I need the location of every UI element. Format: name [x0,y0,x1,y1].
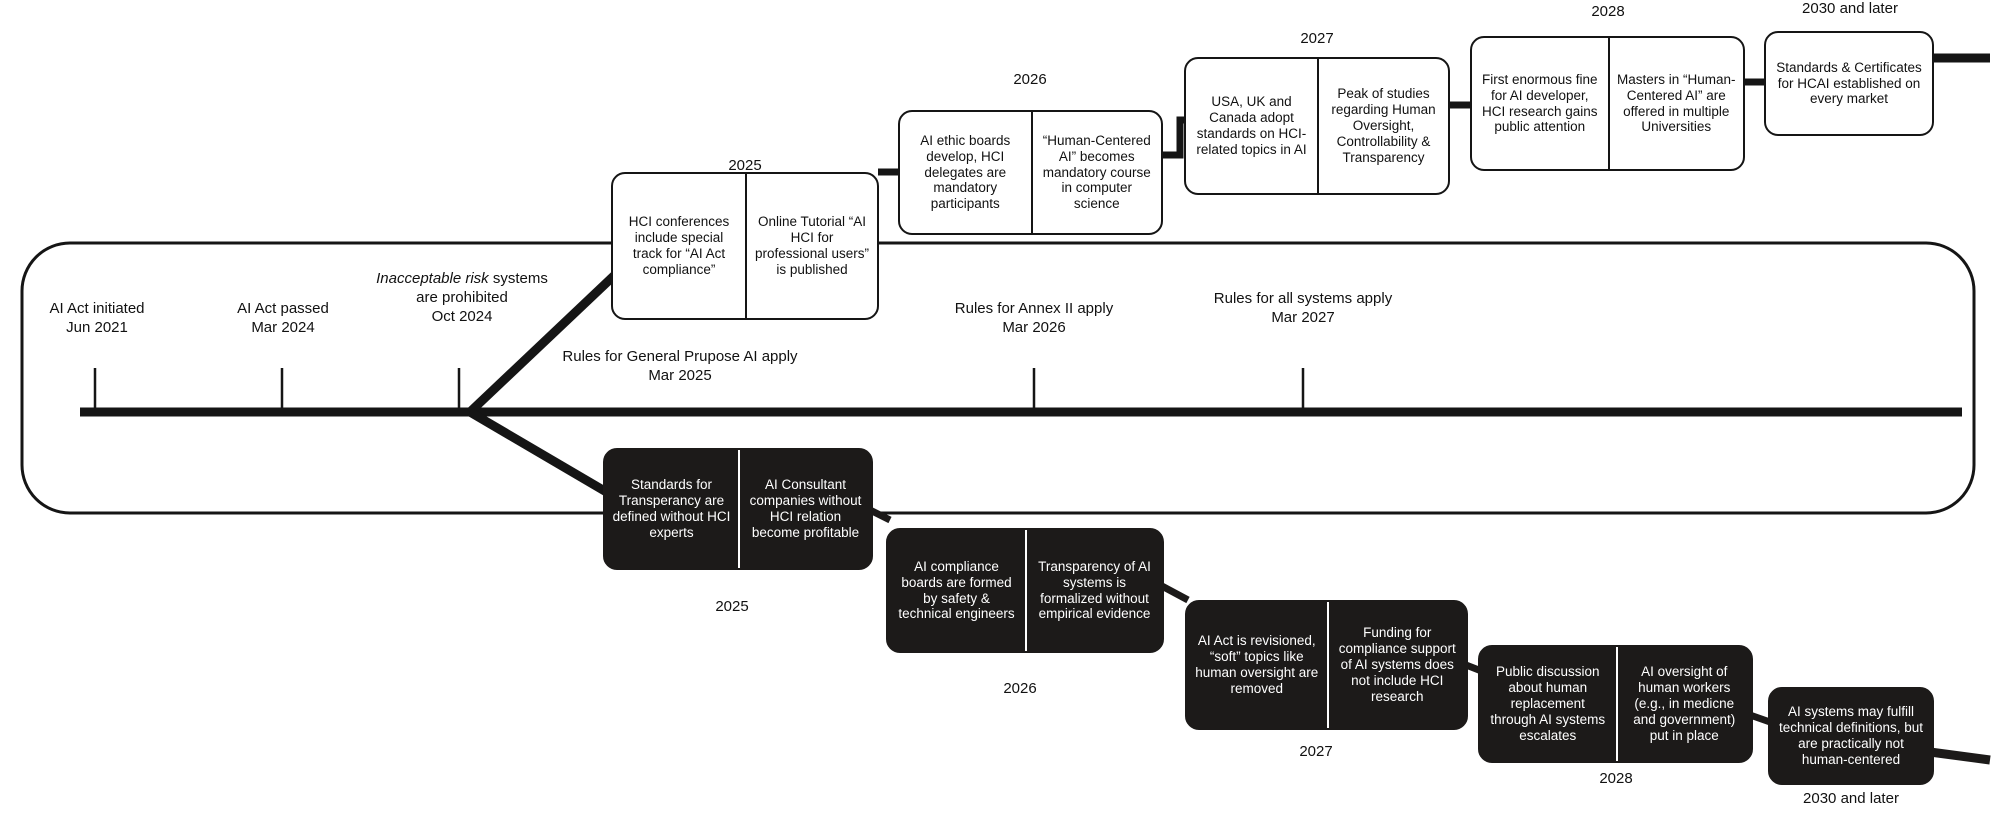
upper-year-2027: 2027 [1300,30,1334,47]
upper-cell-2028-a[interactable]: First enormous fine for AI developer, HCI research gains public attention [1481,71,1598,135]
lower-cell-2026-a[interactable]: AI compliance boards are formed by safety & technical engineers [898,558,1015,622]
milestone-caption-4 [1183,290,1423,328]
lower-year-2028: 2028 [1599,770,1633,787]
milestone-2-line1: Inacceptable risk systems [376,270,548,287]
lower-year-2025: 2025 [715,598,749,615]
milestone-2-line2: are prohibited [416,288,508,306]
upper-card-2027[interactable] [1184,57,1450,195]
lower-cell-2027-b[interactable]: Funding for compliance support of AI systems does not include HCI research [1327,602,1467,728]
upper-year-2026: 2026 [1013,71,1047,88]
upper-year-2025: 2025 [728,157,762,174]
milestone-2-line3: Oct 2024 [431,307,493,325]
milestone-4-line1: Rules for all systems apply [1213,290,1393,307]
milestone-3-line2: Mar 2026 [1002,318,1066,336]
upper-card-2030[interactable] [1764,31,1934,136]
lower-cell-2026-b[interactable]: Transparency of AI systems is formalized without empirical evidence [1025,530,1162,651]
upper-card-2025[interactable] [611,172,879,320]
upper-cell-2026-a[interactable]: AI ethic boards develop, HCI delegates are mandatory participants [920,132,1011,212]
upper-card-2026[interactable] [898,110,1163,235]
general-purpose-caption [500,348,860,386]
upper-year-2028: 2028 [1591,3,1625,20]
milestone-3-line1: Rules for Annex II apply [954,300,1114,317]
lower-cell-2030-a[interactable]: AI systems may fulfill technical definitions, but are practically not human-centered [1778,704,1924,767]
upper-cell-2026-b[interactable]: “Human-Centered AI” becomes mandatory course in computer science [1031,112,1162,233]
upper-card-2028[interactable] [1470,36,1745,171]
lower-card-2027[interactable] [1185,600,1468,730]
milestone-0-line1: AI Act initiated [49,300,145,317]
lower-cell-2027-a[interactable]: AI Act is revisioned, “soft” topics like human oversight are removed [1195,633,1319,696]
lower-card-2030[interactable] [1768,687,1934,785]
lower-card-2028[interactable] [1478,645,1753,763]
lower-card-2025[interactable] [603,448,873,570]
milestone-1-line2: Mar 2024 [251,318,315,336]
upper-cell-2030-a[interactable]: Standards & Certificates for HCAI established on every market [1776,59,1922,107]
lower-cell-2028-b[interactable]: AI oversight of human workers (e.g., in medicne and government) put in place [1616,647,1752,761]
milestone-caption-1 [208,300,358,338]
upper-cell-2025-a[interactable]: HCI conferences include special track for “AI Act compliance” [628,214,730,277]
lower-card-2026[interactable] [886,528,1164,653]
upper-cell-2027-a[interactable]: USA, UK and Canada adopt standards on HCI-related topics in AI [1196,94,1307,157]
general-purpose-line1: Rules for General Prupose AI apply [562,348,798,365]
milestone-caption-0 [22,300,172,338]
milestone-caption-2 [342,270,582,326]
lower-year-2030: 2030 and later [1803,790,1899,807]
lower-cell-2025-b[interactable]: AI Consultant companies without HCI relation become profitable [738,450,871,568]
milestone-0-line2: Jun 2021 [66,318,128,336]
milestone-4-line2: Mar 2027 [1271,308,1335,326]
lower-cell-2025-a[interactable]: Standards for Transperancy are defined without HCI experts [612,477,731,540]
general-purpose-line2: Mar 2025 [648,366,712,384]
milestone-caption-3 [914,300,1154,338]
milestone-2-italic: Inacceptable risk [376,270,489,287]
upper-year-2030: 2030 and later [1802,0,1898,17]
lower-year-2026: 2026 [1003,680,1037,697]
upper-cell-2028-b[interactable]: Masters in “Human-Centered AI” are offered in multiple Universities [1608,38,1744,169]
upper-cell-2025-b[interactable]: Online Tutorial “AI HCI for professional users” is published [745,174,877,318]
milestone-1-line1: AI Act passed [237,300,329,317]
upper-cell-2027-b[interactable]: Peak of studies regarding Human Oversight, Controllability & Transparency [1317,59,1448,193]
lower-year-2027: 2027 [1299,743,1333,760]
lower-cell-2028-a[interactable]: Public discussion about human replacement through AI systems escalates [1490,664,1606,743]
